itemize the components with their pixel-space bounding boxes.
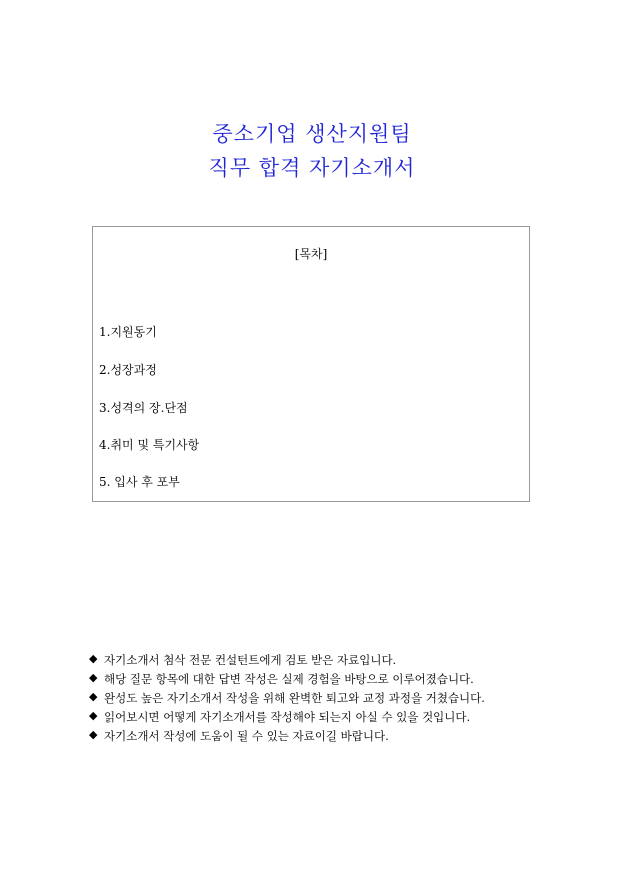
note-text: 자기소개서 작성에 도움이 될 수 있는 자료이길 바랍니다.	[104, 729, 389, 743]
diamond-bullet-icon: ◆	[89, 652, 98, 665]
note-text: 자기소개서 첨삭 전문 컨설턴트에게 검토 받은 자료입니다.	[104, 653, 397, 667]
toc-heading: [목차]	[294, 247, 328, 261]
diamond-bullet-icon: ◆	[89, 671, 98, 684]
diamond-bullet-icon: ◆	[89, 690, 98, 703]
toc-item-motivation: 1.지원동기	[99, 325, 157, 339]
toc-item-aspiration: 5. 입사 후 포부	[99, 475, 180, 489]
note-text: 해당 질문 항목에 대한 답변 작성은 실제 경험을 바탕으로 이루어졌습니다.	[104, 672, 474, 686]
toc-item-hobbies: 4.취미 및 특기사항	[99, 438, 200, 452]
diamond-bullet-icon: ◆	[89, 728, 98, 741]
document-title-line2: 직무 합격 자기소개서	[208, 156, 416, 180]
toc-item-growth: 2.성장과정	[99, 363, 157, 377]
note-text: 읽어보시면 어떻게 자기소개서를 작성해야 되는지 아실 수 있을 것입니다.	[104, 710, 471, 724]
note-text: 완성도 높은 자기소개서 작성을 위해 완벽한 퇴고와 교정 과정을 거쳤습니다.	[104, 691, 485, 705]
diamond-bullet-icon: ◆	[89, 709, 98, 722]
document-title-line1: 중소기업 생산지원팀	[212, 122, 412, 146]
table-of-contents-box	[92, 226, 530, 502]
toc-item-personality: 3.성격의 장.단점	[99, 401, 188, 415]
